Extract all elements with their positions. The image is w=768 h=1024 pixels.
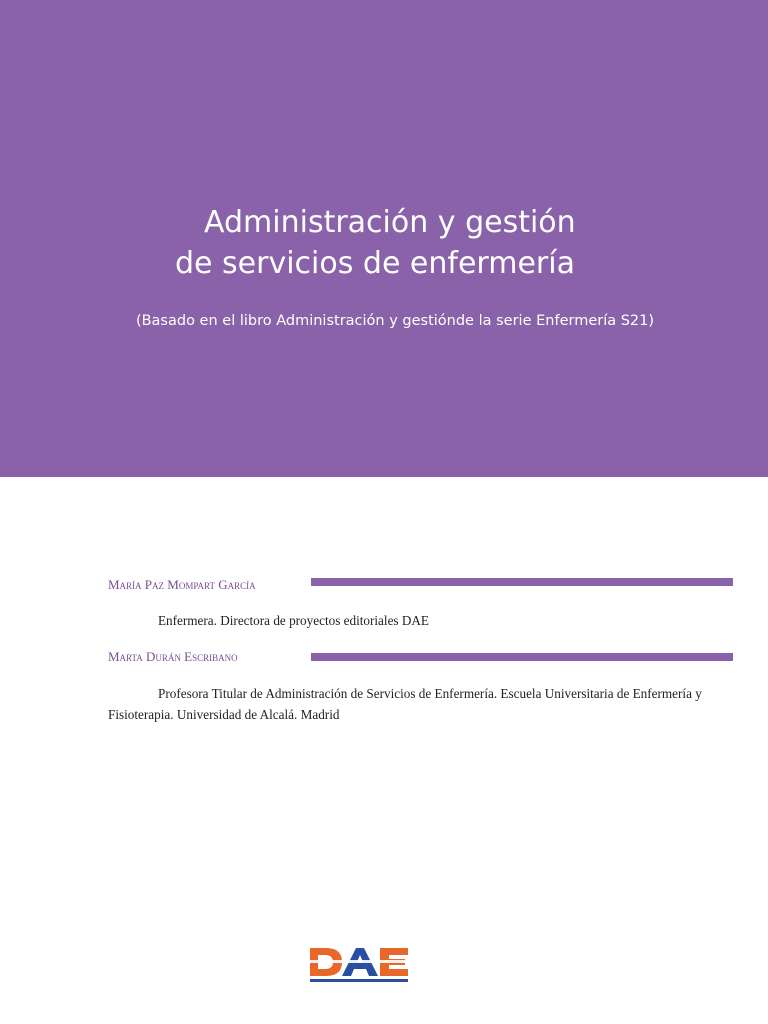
author-name-2: Marta Durán Escribano <box>108 649 238 664</box>
author-description-2: Profesora Titular de Administración de Servicios de Enfermería. Escuela Universitaria de Enfermería y Fisioterapia. Universidad de Alcalá. Madrid <box>108 686 702 722</box>
book-subtitle: (Basado en el libro Administración y gestiónde la serie Enfermería S21) <box>135 313 655 329</box>
dae-logo <box>308 944 412 984</box>
author-name-1: María Paz Mompart García <box>108 577 256 592</box>
book-title-line-1: Administración y gestión <box>204 205 576 240</box>
author-rule-1 <box>311 578 733 586</box>
book-title-line-2: de servicios de enfermería <box>175 246 575 281</box>
author-description-1: Enfermera. Directora de proyectos editoriales DAE <box>158 613 429 628</box>
author-rule-2 <box>311 653 733 661</box>
cover-banner <box>0 0 768 477</box>
